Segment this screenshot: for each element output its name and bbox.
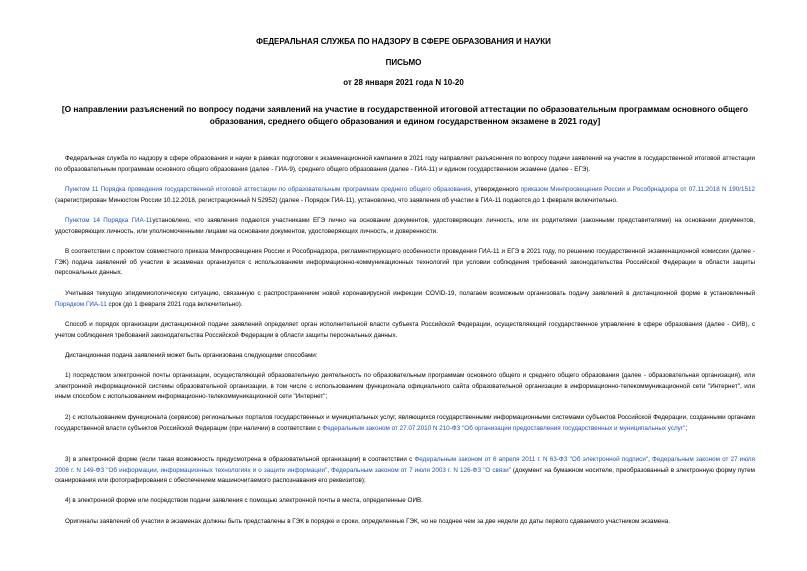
text-segment: , (648, 456, 653, 463)
text-segment: ; (685, 424, 688, 432)
paragraph-oiv (55, 320, 755, 341)
paragraph-originals (55, 517, 755, 528)
document-type: ПИСЬМО (385, 58, 422, 67)
paragraph-method-4 (55, 496, 755, 507)
paragraph-deadline (55, 185, 755, 206)
text-segment: (документ на бумажном носителе, преобразованный в электронную форму путем сканирования или фотографирования с обеспечением машиночитаемого распознавания его реквизитов); (55, 466, 755, 484)
text-segment: срок (до 1 февраля 2021 года включительно). (106, 300, 243, 308)
paragraph-intro-text: Федеральная служба по надзору в сфере образования и науки в рамках подготовки к экзаменационной кампании в 2021 году направляет разъяснения по вопросу подачи заявлений на участие в государственной итоговой аттестации по образовательным программам основного общего образования (далее - ГИА-9), среднего общего образования (далее - ГИА-11) и едином государственном экзамене (далее - ЕГЭ). (55, 155, 755, 173)
paragraph-method-1 (55, 371, 755, 403)
text-segment: 2) с использованием функционала (сервисов) региональных порталов государственных и муниципальных услуг, являющихся государственными информационными системами субъектов Российской Федерации, созданными органами государственной власти субъектов Российской Федерации (при наличии) в соответствии с (55, 414, 755, 432)
text-segment: , (327, 466, 332, 474)
text-segment: (зарегистрирован Минюстом России 10.12.2018, регистрационный N 52952) (далее - Порядок ГИА-11), установлено, что заявления об участии в ГИА-11 подаются до 1 февраля включительно. (55, 196, 618, 204)
paragraph-methods-text: Дистанционная подача заявлений может быть организована следующими способами: (65, 352, 318, 359)
link-gia11-order[interactable]: Порядком ГИА-11 (55, 300, 107, 308)
text-segment: Учитывая текущую эпидемиологическую ситуацию, связанную с распространением новой коронавирусной инфекции COVID-19, полагаем возможным организовать подачу заявлений в дистанционной форме в установленный (65, 290, 755, 297)
link-law-210fz[interactable]: Федеральным законом от 27.07.2010 N 210-ФЗ "Об организации предоставления государственных и муниципальных услуг" (322, 424, 686, 432)
paragraph-submission-persons (55, 216, 755, 237)
method-4-text: 4) в электронной форме или посредством подачи заявления с помощью электронной почты в места, определенные ОИВ. (65, 497, 423, 504)
link-law-149fz[interactable]: Федеральным законом от 27 июля 2006 г. N 149-ФЗ "Об информации, информационных технологиях и о защите информации" (55, 456, 755, 474)
paragraph-ict-submission (55, 247, 755, 279)
text-segment: установлено, что заявления подаются участниками ЕГЭ лично на основании документов, удостоверяющих личность, или их родителями (законными представителями) на основании документов, удостоверяющих личность, или уполномоченными лицами на основании документов, удостоверяющих личность, и доверенности. (55, 217, 755, 235)
text-segment: 3) в электронной форме (если такая возможность предусмотрена в образовательной организации) в соответствии с (65, 456, 415, 463)
document-title: [О направлении разъяснений по вопросу подачи заявлений на участие в государственной итоговой аттестации по образовательным программам основного общего образования, среднего общего образования и едином государственном экзамене в 2021 году] (61, 104, 749, 126)
paragraph-oiv-text: Способ и порядок организации дистанционной подачи заявлений определяет орган исполнительной власти субъекта Российской Федерации, осуществляющий государственное управление в сфере образования (далее - ОИВ), с учетом соблюдения требований законодательства Российской Федерации в области защиты персональных данных. (55, 321, 755, 339)
paragraph-methods-intro (55, 351, 755, 362)
document-date-number: от 28 января 2021 года N 10-20 (343, 78, 464, 87)
link-order-190-1512[interactable]: приказом Минпросвещения России и Рособрнадзора от 07.11.2018 N 190/1512 (520, 186, 755, 193)
paragraph-intro (55, 154, 755, 175)
method-1-text: 1) посредством электронной почты организации, осуществляющей образовательную деятельность по образовательным программам основного общего и среднего общего образования (далее - образовательная организация), или электронной информационной системы образовательной организации, в том числе с использованием функционала официального сайта образовательной организации в информационно-телекоммуникационной сети "Интернет", или иным способом с использованием информационно-телекоммуникационной сети "Интернет"; (55, 372, 755, 400)
link-law-63fz[interactable]: Федеральным законом от 6 апреля 2011 г. N 63-ФЗ "Об электронной подписи" (414, 456, 649, 463)
paragraph-ict-text: В соответствии с проектом совместного приказа Минпросвещения России и Рособрнадзора, регламентирующего особенности проведения ГИА-11 и ЕГЭ в 2021 году, по решению государственной экзаменационной комиссии (далее - ГЭК) подача заявлений об участии в экзаменах организуется с использованием информационно-коммуникационных технологий при условии соблюдения требований законодательства Российской Федерации в области защиты персональных данных. (55, 248, 755, 276)
link-gia11-order-item11[interactable]: Пунктом 11 Порядка проведения государственной итоговой аттестации по образовательным программам среднего общего образования (65, 186, 471, 193)
paragraph-method-3 (55, 455, 755, 487)
text-segment: , утвержденного (470, 186, 521, 193)
link-law-126fz[interactable]: Федеральным законом от 7 июля 2003 г. N 126-ФЗ "О связи" (331, 466, 511, 474)
paragraph-covid (55, 289, 755, 310)
originals-text: Оригиналы заявлений об участии в экзаменах должны быть представлены в ГЭК в порядке и сроки, определенные ГЭК, но не позднее чем за две недели до даты первого сдаваемого участником экзамена. (65, 518, 671, 525)
link-gia11-item14[interactable]: Пунктом 14 Порядка ГИА-11 (65, 217, 153, 224)
paragraph-method-2 (55, 413, 755, 434)
agency-name: ФЕДЕРАЛЬНАЯ СЛУЖБА ПО НАДЗОРУ В СФЕРЕ ОБРАЗОВАНИЯ И НАУКИ (256, 37, 551, 46)
